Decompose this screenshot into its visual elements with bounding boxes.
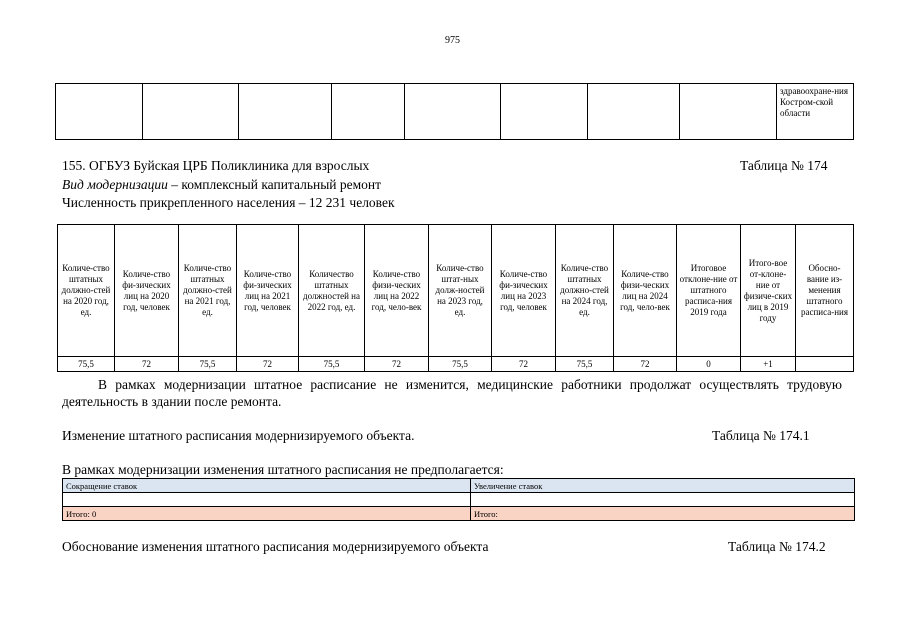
table-cell: 75,5 [429, 357, 492, 372]
column-header: Итоговое отклоне-ние от штатного расписа-ния 2019 года [677, 225, 741, 357]
justification-heading: Обоснование изменения штатного расписания модернизируемого объекта [62, 539, 489, 554]
table-cell: 72 [492, 357, 556, 372]
table-cell [405, 84, 501, 140]
column-header: Сокращение ставок [63, 479, 471, 493]
page-number: 975 [445, 35, 460, 46]
staffing-table [57, 224, 854, 372]
modernization-label: Вид модернизации [62, 177, 168, 192]
table-cell: 75,5 [556, 357, 614, 372]
column-header: Количе-ство штатных должно-стей на 2020 год, ед. [58, 225, 115, 357]
table-label: Таблица № 174.2 [728, 539, 826, 554]
staff-change-note: В рамках модернизации изменения штатного расписания не предполагается: [62, 462, 504, 477]
table-cell [588, 84, 680, 140]
column-header: Количе-ство физи-ческих лиц на 2022 год, чело-век [365, 225, 429, 357]
table-cell: 72 [237, 357, 299, 372]
column-header: Количе-ство штатных должно-стей на 2024 год, ед. [556, 225, 614, 357]
column-header: Количе-ство штат-ных долж-ностей на 2023 год, ед. [429, 225, 492, 357]
table-label: Таблица № 174.1 [712, 428, 810, 443]
table-cell: 75,5 [58, 357, 115, 372]
table-cell [796, 357, 854, 372]
table-cell [63, 493, 471, 507]
table-cell [471, 493, 855, 507]
modernization-value: – комплексный капитальный ремонт [167, 177, 382, 192]
continuation-table [55, 83, 854, 140]
table-label: Таблица № 174 [740, 158, 828, 173]
body-paragraph: В рамках модернизации штатное расписание не изменится, медицинские работники продолжат осуществлять трудовую деятельность в здании после ремонта. [62, 377, 842, 409]
section-title: 155. ОГБУЗ Буйская ЦРБ Поликлиника для взрослых [62, 158, 370, 173]
table-cell [143, 84, 239, 140]
table-cell: +1 [741, 357, 796, 372]
table-cell: 0 [677, 357, 741, 372]
column-header: Количе-ство физи-ческих лиц на 2024 год, чело-век [614, 225, 677, 357]
column-header: Количе-ство фи-зических лиц на 2023 год, человек [492, 225, 556, 357]
column-header: Итого-вое от-клоне-ние от физиче-ских лиц в 2019 году [741, 225, 796, 357]
continuation-cell-text: здравоохране-ния Костром-ской области [780, 86, 849, 118]
column-header: Количество штатных должностей на 2022 год, ед. [299, 225, 365, 357]
column-header: Количе-ство штатных должно-стей на 2021 год, ед. [179, 225, 237, 357]
table-cell: 72 [365, 357, 429, 372]
table-cell [680, 84, 777, 140]
table-cell [56, 84, 143, 140]
staff-change-table [62, 478, 855, 521]
table-cell: 75,5 [299, 357, 365, 372]
table-cell [239, 84, 332, 140]
column-header: Количе-ство фи-зических лиц на 2021 год, человек [237, 225, 299, 357]
table-cell: 75,5 [179, 357, 237, 372]
population-line: Численность прикрепленного населения – 12 231 человек [62, 195, 395, 210]
table-cell [501, 84, 588, 140]
column-header: Увеличение ставок [471, 479, 855, 493]
column-header: Обосно-вание из-менения штатного расписа-ния [796, 225, 854, 357]
table-cell: 72 [614, 357, 677, 372]
column-header: Количе-ство фи-зических лиц на 2020 год, человек [115, 225, 179, 357]
table-cell: 72 [115, 357, 179, 372]
total-increase: Итого: [471, 507, 855, 521]
table-cell [332, 84, 405, 140]
modernization-line [62, 177, 381, 193]
staff-change-heading: Изменение штатного расписания модернизируемого объекта. [62, 428, 415, 443]
table-cell [777, 84, 854, 140]
total-reduction: Итого: 0 [63, 507, 471, 521]
